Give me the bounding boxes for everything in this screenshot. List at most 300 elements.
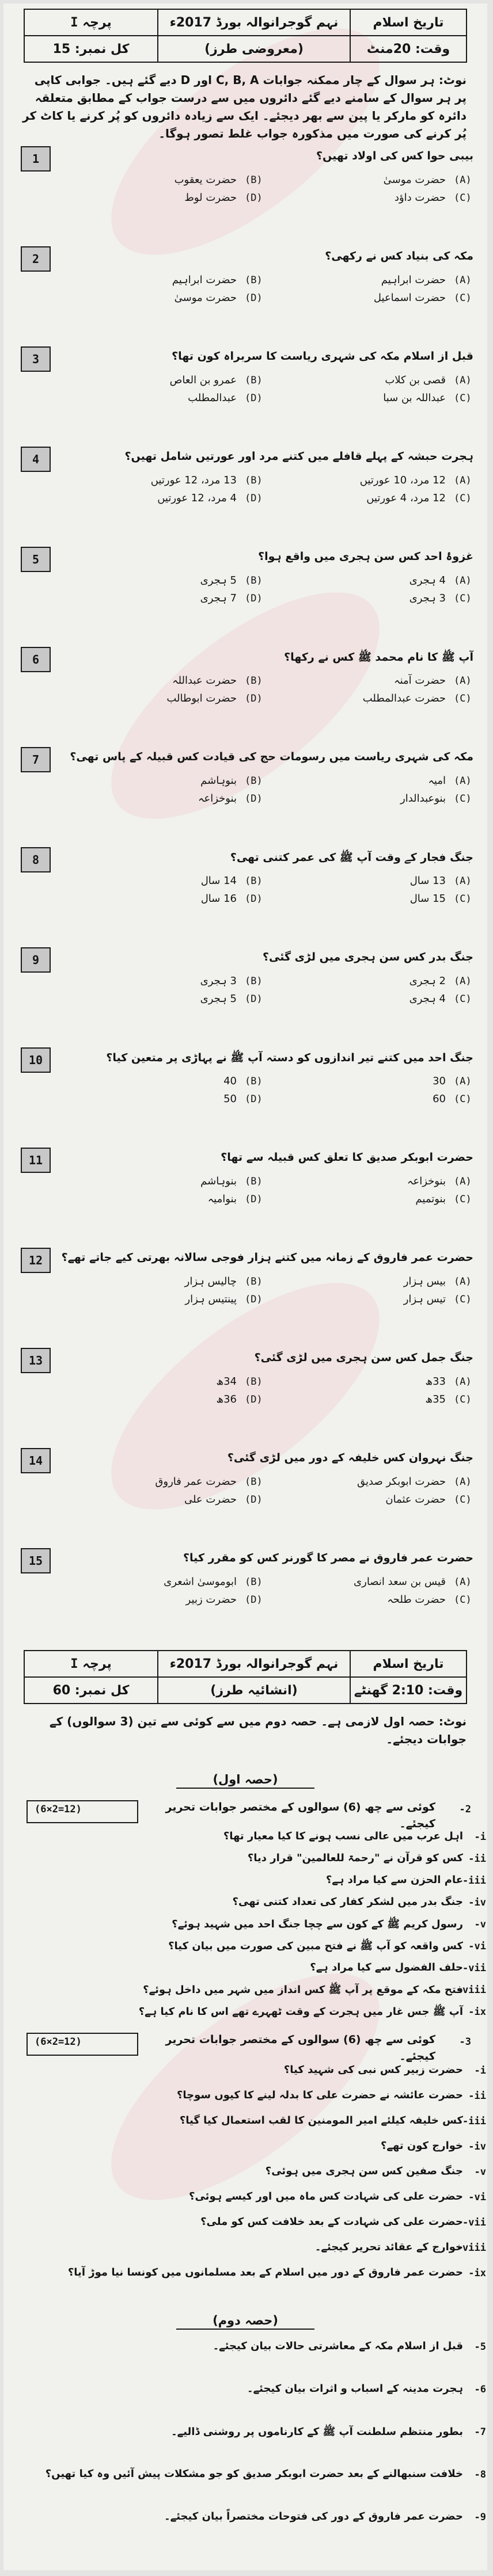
option-text: حضرت عبدالمطلب: [362, 692, 446, 704]
option-b: [55, 174, 264, 186]
option-a: [264, 174, 473, 186]
option-d: [55, 592, 264, 604]
option-letter: (C): [454, 893, 472, 905]
option-letter: (C): [454, 192, 472, 204]
option-d: [55, 1594, 264, 1606]
question-number: 6: [21, 647, 51, 672]
short-question-item: [26, 1983, 463, 1998]
options-grid: [55, 174, 473, 204]
option-text: حضرت ابراہیم: [381, 274, 446, 286]
mcq-question: [21, 647, 473, 739]
option-text: 4 ہجری: [409, 574, 446, 586]
option-a: [264, 1075, 473, 1087]
option-letter: (A): [454, 675, 472, 687]
option-letter: (B): [245, 374, 263, 386]
total-marks: کل نمبر: 60: [52, 1683, 130, 1698]
item-number: -ix: [468, 2268, 486, 2279]
option-letter: (A): [454, 574, 472, 586]
option-text: قصی بن کلاب: [385, 374, 446, 386]
option-text: چالیس ہزار: [184, 1275, 237, 1287]
short-question-item: [26, 2241, 463, 2253]
option-letter: (C): [454, 1093, 472, 1105]
question-stem: آپ ﷺ کا نام محمد ﷺ کس نے رکھا؟: [284, 651, 473, 664]
option-text: 36ھ: [216, 1393, 237, 1405]
option-text: 2 ہجری: [409, 975, 446, 987]
option-b: [55, 1576, 264, 1588]
option-letter: (B): [245, 875, 263, 887]
item-text: آپ ﷺ جس غار میں ہجرت کے وقت ٹھہرے تھے اس کا نام کیا ہے؟: [138, 2006, 463, 2018]
time-cell: [350, 35, 467, 63]
option-letter: (A): [454, 1275, 472, 1287]
option-d: [55, 1393, 264, 1405]
item-number: -6: [474, 2384, 486, 2395]
option-letter: (A): [454, 1476, 472, 1488]
option-letter: (D): [245, 1393, 263, 1405]
option-text: ابوموسیٰ اشعری: [164, 1576, 237, 1588]
option-text: قیس بن سعد انصاری: [354, 1576, 446, 1588]
option-text: حضرت ابراہیم: [172, 274, 237, 286]
question-number: 7: [21, 747, 51, 772]
question-number: 12: [21, 1248, 51, 1273]
option-letter: (D): [245, 692, 263, 704]
question-stem: قبل از اسلام مکہ کی شہری ریاست کا سربراہ کون تھا؟: [172, 350, 473, 363]
subject-cell: [350, 1650, 467, 1678]
option-text: 33ھ: [425, 1375, 446, 1388]
options-grid: [55, 1275, 473, 1305]
option-letter: (A): [454, 1576, 472, 1588]
question-stem: بیبی حوا کس کی اولاد تھیں؟: [316, 150, 473, 162]
question-stem: جنگ نہروان کس خلیفہ کے دور میں لڑی گئی؟: [227, 1451, 473, 1464]
option-c: [264, 492, 473, 504]
option-text: 40: [223, 1075, 237, 1087]
option-letter: (A): [454, 775, 472, 787]
option-a: [264, 474, 473, 486]
option-letter: (A): [454, 1075, 472, 1087]
short-question-item: [26, 1874, 463, 1886]
option-a: [264, 1175, 473, 1187]
section-one-title: (حصہ اول): [213, 1773, 278, 1786]
item-text: حضرت عائشہ نے حضرت علی کا بدلہ لینے کا کیوں سوچا؟: [176, 2089, 463, 2101]
option-text: حضرت ابوبکر صدیق: [357, 1476, 446, 1488]
options-grid: [55, 274, 473, 304]
option-letter: (C): [454, 1393, 472, 1405]
question-number: 11: [21, 1148, 51, 1173]
option-text: 3 ہجری: [409, 592, 446, 604]
mcq-question: [21, 1248, 473, 1340]
option-letter: (A): [454, 875, 472, 887]
option-letter: (A): [454, 1175, 472, 1187]
item-number: -vii: [462, 2217, 486, 2228]
option-text: 12 مرد، 4 عورتیں: [366, 492, 446, 504]
option-text: 35ھ: [425, 1393, 446, 1405]
q3-number: -3: [459, 2036, 471, 2048]
option-b: [55, 574, 264, 586]
option-letter: (D): [245, 792, 263, 805]
option-d: [55, 1193, 264, 1205]
section-two-title: (حصہ دوم): [213, 2314, 278, 2327]
item-number: -iii: [462, 2116, 486, 2127]
option-letter: (A): [454, 975, 472, 987]
option-letter: (A): [454, 274, 472, 286]
item-text: بطور منتظم سلطنت آپ ﷺ کے کارناموں پر روشنی ڈالیے۔: [171, 2426, 463, 2438]
item-text: خوارج کے عقائد تحریر کیجئے۔: [314, 2241, 463, 2253]
item-text: فتح مکہ کے موقع پر آپ ﷺ کس انداز میں شہر میں داخل ہوئے؟: [143, 1984, 463, 1996]
item-number: -8: [474, 2469, 486, 2480]
options-grid: [55, 1075, 473, 1105]
option-b: [55, 1476, 264, 1488]
type-cell: [157, 35, 351, 63]
option-letter: (B): [245, 574, 263, 586]
item-text: ہجرت مدینہ کے اسباب و اثرات بیان کیجئے۔: [247, 2383, 463, 2395]
question-stem: جنگ احد میں کتنے تیر اندازوں کو دستہ آپ ﷺ نے پہاڑی پر متعین کیا؟: [106, 1051, 473, 1064]
option-letter: (A): [454, 1375, 472, 1388]
mcq-question: [21, 1047, 473, 1140]
option-letter: (D): [245, 1594, 263, 1606]
option-c: [264, 1093, 473, 1105]
item-text: جنگ صفین کس سن ہجری میں ہوئی؟: [265, 2165, 463, 2177]
q2-title: کوئی سے چھ (6) سوالوں کے مختصر جوابات تحریر کیجئے۔: [165, 1801, 435, 1831]
option-letter: (D): [245, 392, 263, 404]
short-question-item: [26, 2510, 463, 2522]
item-text: خلافت سنبھالنے کے بعد حضرت ابوبکر صدیق کو جو مشکلات پیش آئیں وہ کیا تھیں؟: [45, 2468, 463, 2480]
short-question-item: [26, 2425, 463, 2440]
item-text: خوارج کون تھے؟: [380, 2140, 463, 2152]
options-grid: [55, 975, 473, 1005]
option-c: [264, 1193, 473, 1205]
option-text: حضرت لوط: [184, 192, 237, 204]
short-question-item: [26, 1918, 463, 1933]
option-letter: (D): [245, 1493, 263, 1506]
paper-label: پرچہ: [82, 1656, 112, 1671]
option-b: [55, 274, 264, 286]
option-text: حضرت آمنہ: [394, 675, 446, 687]
short-question-item: [26, 1961, 463, 1973]
option-b: [55, 675, 264, 687]
option-letter: (C): [454, 993, 472, 1005]
option-letter: (D): [245, 292, 263, 304]
short-question-item: [26, 2266, 463, 2278]
item-text: کس خلیفہ کیلئے امیر المومنین کا لقب استعمال کیا گیا؟: [179, 2114, 463, 2127]
option-d: [55, 893, 264, 905]
option-a: [264, 574, 473, 586]
divider: [176, 2329, 314, 2330]
item-number: -iii: [462, 1875, 486, 1887]
option-text: بنوخزاعہ: [407, 1175, 446, 1187]
item-number: -ix: [468, 2006, 486, 2018]
option-d: [55, 392, 264, 404]
mcq-question: [21, 1148, 473, 1240]
option-c: [264, 893, 473, 905]
option-b: [55, 875, 264, 887]
question-number: 9: [21, 947, 51, 973]
options-grid: [55, 875, 473, 905]
short-question-item: [26, 1896, 463, 1908]
q2-marks: (6×2=12): [35, 1804, 82, 1815]
option-b: [55, 775, 264, 787]
question-number: 10: [21, 1047, 51, 1073]
option-b: [55, 1375, 264, 1388]
question-number: 2: [21, 246, 51, 272]
options-grid: [55, 1375, 473, 1405]
mcq-question: [21, 547, 473, 639]
q2-number: -2: [459, 1804, 471, 1815]
option-text: 14 سال: [200, 875, 237, 887]
option-text: حضرت عمر فاروق: [155, 1476, 237, 1488]
item-number: -viii: [456, 2242, 486, 2254]
option-text: تیس ہزار: [403, 1293, 446, 1305]
option-text: 4 مرد، 12 عورتیں: [157, 492, 237, 504]
option-text: پینتیس ہزار: [185, 1293, 237, 1305]
option-letter: (B): [245, 1375, 263, 1388]
option-a: [264, 1576, 473, 1588]
objective-note: نوٹ: ہر سوال کے چار ممکنہ جوابات C, B, A اور D دیے گئے ہیں۔ جوابی کاپی پر ہر سوال کے سامنے دیے گئے دائروں میں سے درست جواب کے مطابق متعلقہ دائرہ کو مارکر یا پین سے بھر دیجئے۔ ایک سے زیادہ دائروں کو پُر کرنے یا کاٹ کر پُر کرنے کی صورت میں مذکورہ جواب غلط تصور ہوگا۔: [22, 73, 467, 140]
option-b: [55, 1175, 264, 1187]
question-number: 1: [21, 146, 51, 172]
item-number: -v: [474, 1919, 486, 1930]
item-text: عام الحزن سے کیا مراد ہے؟: [325, 1874, 463, 1886]
option-text: 13 سال: [409, 875, 446, 887]
option-letter: (C): [454, 492, 472, 504]
objective-header: [24, 9, 467, 62]
item-number: -5: [474, 2341, 486, 2353]
option-text: بنوخزاعہ: [198, 792, 237, 805]
question-number: 8: [21, 847, 51, 872]
option-text: 60: [433, 1093, 446, 1105]
item-text: حلف الفضول سے کیا مراد ہے؟: [310, 1961, 463, 1973]
time-allowed: وقت: 20منٹ: [366, 41, 450, 56]
question-number: 15: [21, 1548, 51, 1573]
question-number: 3: [21, 346, 51, 372]
options-grid: [55, 574, 473, 604]
board-name: نہم گوجرانوالہ بورڈ 2017ء: [169, 15, 339, 30]
option-text: حضرت اسماعیل: [373, 292, 446, 304]
option-text: حضرت ابوطالب: [166, 692, 237, 704]
item-text: رسول کریم ﷺ کے کون سے چچا جنگ احد میں شہید ہوئے؟: [172, 1918, 463, 1930]
option-text: 30: [433, 1075, 446, 1087]
option-a: [264, 274, 473, 286]
option-text: بیس ہزار: [403, 1275, 446, 1287]
subjective-note: نوٹ: حصہ اول لازمی ہے۔ حصہ دوم میں سے کوئی سے تین (3 سوالوں) کے جوابات دیجئے۔: [49, 1714, 467, 1746]
mcq-question: [21, 947, 473, 1039]
item-text: کس کو قرآن نے "رحمۃ للعالمین" قرار دیا؟: [247, 1852, 463, 1864]
option-text: 12 مرد، 10 عورتیں: [359, 474, 446, 486]
option-letter: (C): [454, 592, 472, 604]
paper-label-cell: [24, 9, 158, 36]
option-c: [264, 592, 473, 604]
option-d: [55, 792, 264, 805]
q3-title: کوئی سے چھ (6) سوالوں کے مختصر جوابات تحریر کیجئے۔: [165, 2033, 435, 2063]
item-text: کس واقعہ کو آپ ﷺ نے فتح مبین کی صورت میں بیان کیا؟: [168, 1940, 463, 1952]
mcq-question: [21, 246, 473, 338]
mcq-question: [21, 1548, 473, 1640]
short-question-item: [26, 2064, 463, 2076]
item-number: -i: [474, 2065, 486, 2076]
time-allowed: وقت: 2:10 گھنٹے: [354, 1683, 463, 1698]
option-text: بنوہاشم: [200, 775, 237, 787]
type-cell: [157, 1676, 351, 1704]
option-letter: (C): [454, 292, 472, 304]
mcq-question: [21, 1348, 473, 1440]
option-text: امیہ: [428, 775, 446, 787]
option-text: 13 مرد، 12 عورتیں: [150, 474, 237, 486]
options-grid: [55, 1175, 473, 1205]
subject-name: تاریخ اسلام: [373, 15, 444, 30]
short-question-item: [26, 1939, 463, 1954]
divider: [176, 1788, 314, 1789]
option-letter: (B): [245, 975, 263, 987]
options-grid: [55, 775, 473, 805]
option-letter: (C): [454, 1293, 472, 1305]
item-number: -vi: [468, 2192, 486, 2203]
question-stem: جنگ فجار کے وقت آپ ﷺ کی عمر کتنی تھی؟: [230, 851, 473, 864]
question-stem: حضرت عمر فاروق نے مصر کا گورنر کس کو مقرر کیا؟: [183, 1552, 473, 1564]
option-text: عبدالمطلب: [188, 392, 237, 404]
mcq-question: [21, 847, 473, 939]
option-text: 7 ہجری: [200, 592, 237, 604]
total-cell: [24, 1676, 158, 1704]
short-question-item: [26, 2140, 463, 2152]
question-number: 14: [21, 1448, 51, 1473]
option-c: [264, 993, 473, 1005]
option-text: 5 ہجری: [200, 993, 237, 1005]
option-text: 15 سال: [409, 893, 446, 905]
question-stem: مکہ کی بنیاد کس نے رکھی؟: [325, 250, 473, 262]
board-cell: [157, 1650, 351, 1678]
subject-cell: [350, 9, 467, 36]
question-stem: مکہ کی شہری ریاست میں رسومات حج کی قیادت کس قبیلہ کے پاس تھی؟: [70, 750, 473, 763]
item-text: قبل از اسلام مکہ کے معاشرتی حالات بیان کیجئے۔: [213, 2340, 463, 2352]
option-d: [55, 492, 264, 504]
option-c: [264, 192, 473, 204]
option-letter: (C): [454, 1493, 472, 1506]
short-question-item: [26, 2383, 463, 2395]
short-question-item: [26, 2216, 463, 2228]
option-text: حضرت داؤد: [394, 192, 446, 204]
option-d: [55, 1293, 264, 1305]
mcq-question: [21, 346, 473, 439]
options-grid: [55, 1576, 473, 1606]
item-number: -vii: [462, 1963, 486, 1974]
short-question-item: [26, 2114, 463, 2127]
mcq-question: [21, 447, 473, 539]
option-a: [264, 374, 473, 386]
option-text: 4 ہجری: [409, 993, 446, 1005]
option-letter: (D): [245, 893, 263, 905]
paper-num: I: [70, 1656, 78, 1671]
option-c: [264, 292, 473, 304]
option-c: [264, 792, 473, 805]
item-number: -vi: [468, 1941, 486, 1952]
paper-type: (انشائیہ طرز): [210, 1683, 298, 1698]
mcq-question: [21, 1448, 473, 1540]
option-letter: (B): [245, 1275, 263, 1287]
subject-name: تاریخ اسلام: [373, 1656, 444, 1671]
question-stem: جنگ جمل کس سن ہجری میں لڑی گئی؟: [254, 1351, 473, 1364]
item-number: -ii: [468, 2090, 486, 2102]
item-number: -v: [474, 2166, 486, 2178]
option-text: عمرو بن العاص: [169, 374, 237, 386]
option-letter: (C): [454, 392, 472, 404]
option-letter: (B): [245, 474, 263, 486]
short-question-item: [26, 2165, 463, 2177]
option-text: حضرت عبداللہ: [172, 675, 237, 687]
option-text: 3 ہجری: [200, 975, 237, 987]
option-text: بنوامیہ: [207, 1193, 237, 1205]
options-grid: [55, 1476, 473, 1506]
total-cell: [24, 35, 158, 63]
option-letter: (C): [454, 1193, 472, 1205]
question-number: 13: [21, 1348, 51, 1373]
option-d: [55, 1493, 264, 1506]
option-letter: (B): [245, 1576, 263, 1588]
question-stem: حضرت ابوبکر صدیق کا تعلق کس قبیلہ سے تھا؟: [221, 1151, 473, 1164]
item-number: -ii: [468, 1853, 486, 1865]
option-a: [264, 775, 473, 787]
option-letter: (D): [245, 592, 263, 604]
paper-type: (معروضی طرز): [204, 41, 304, 56]
item-text: حضرت عمر فاروق کے دور میں اسلام کے بعد مسلمانوں میں کونسا نیا موڑ آیا؟: [67, 2266, 463, 2278]
short-question-item: [26, 2340, 463, 2352]
option-letter: (B): [245, 1476, 263, 1488]
option-a: [264, 875, 473, 887]
options-grid: [55, 374, 473, 404]
option-text: حضرت موسیٰ: [174, 292, 237, 304]
option-c: [264, 1393, 473, 1405]
question-stem: غزوۂ احد کس سن ہجری میں واقع ہوا؟: [258, 550, 473, 563]
option-d: [55, 292, 264, 304]
option-letter: (C): [454, 692, 472, 704]
option-b: [55, 975, 264, 987]
short-question-item: [26, 2190, 463, 2202]
option-b: [55, 474, 264, 486]
item-text: حضرت علی کی شہادت کس ماہ میں اور کیسے ہوئی؟: [189, 2190, 463, 2202]
option-letter: (C): [454, 792, 472, 805]
option-text: حضرت زبیر: [185, 1594, 237, 1606]
item-text: جنگ بدر میں لشکر کفار کی تعداد کتنی تھی؟: [232, 1896, 463, 1908]
options-grid: [55, 675, 473, 704]
short-question-item: [26, 2468, 463, 2480]
option-letter: (A): [454, 174, 472, 186]
option-letter: (C): [454, 1594, 472, 1606]
option-d: [55, 1093, 264, 1105]
item-number: -7: [474, 2426, 486, 2438]
options-grid: [55, 474, 473, 504]
option-text: حضرت علی: [184, 1493, 237, 1506]
option-b: [55, 1075, 264, 1087]
exam-sheet: [3, 3, 487, 2570]
option-text: بنوعبدالدار: [400, 792, 446, 805]
option-text: حضرت عثمان: [385, 1493, 446, 1506]
q3-marks: (6×2=12): [35, 2036, 82, 2048]
total-marks: کل نمبر: 15: [52, 41, 130, 56]
item-number: -iv: [468, 1897, 486, 1908]
option-text: حضرت یعقوب: [174, 174, 237, 186]
question-number: 4: [21, 447, 51, 472]
option-letter: (B): [245, 174, 263, 186]
option-c: [264, 692, 473, 704]
item-number: -i: [474, 1831, 486, 1843]
option-letter: (B): [245, 1075, 263, 1087]
option-d: [55, 192, 264, 204]
option-text: 5 ہجری: [200, 574, 237, 586]
board-cell: [157, 9, 351, 36]
time-cell: [350, 1676, 467, 1704]
option-c: [264, 1293, 473, 1305]
option-a: [264, 675, 473, 687]
option-b: [55, 1275, 264, 1287]
option-a: [264, 975, 473, 987]
option-letter: (B): [245, 675, 263, 687]
